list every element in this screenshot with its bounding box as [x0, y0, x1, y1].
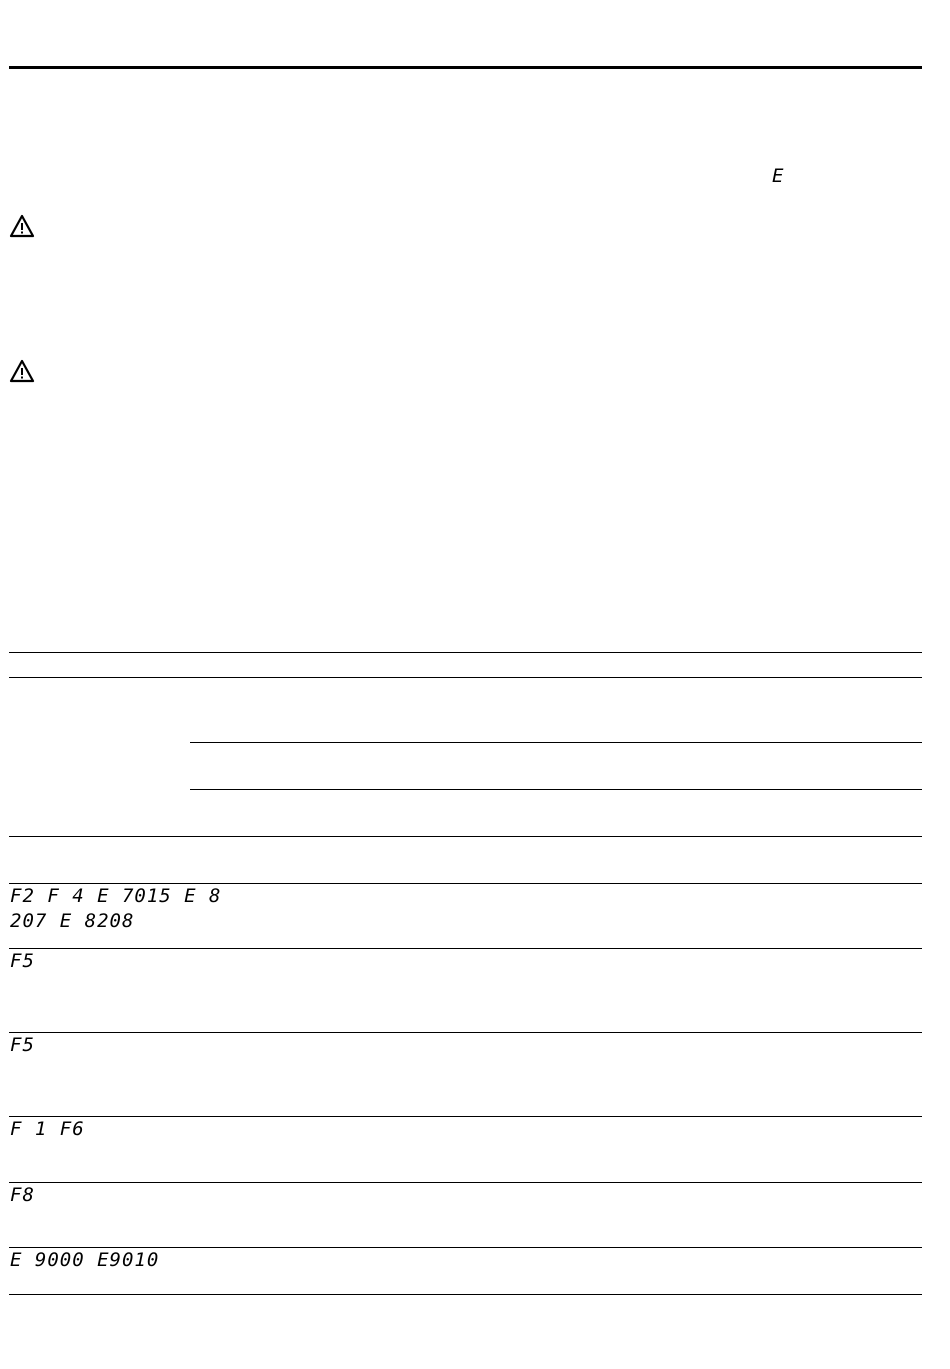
table-subrow-rule: [190, 742, 922, 743]
fault-code-cell: F5: [10, 950, 35, 972]
table-row-rule: [9, 948, 922, 949]
table-row-rule: [9, 1116, 922, 1117]
table-subrow-rule: [190, 789, 922, 790]
table-row-rule: [9, 1182, 922, 1183]
fault-code-cell: F2 F 4 E 7015 E 8 207 E 8208: [10, 885, 222, 932]
fault-code-cell: F 1 F6: [10, 1118, 85, 1140]
fault-code-cell: F5: [10, 1034, 35, 1056]
table-header-top-rule: [9, 652, 922, 653]
display-symbol: E: [772, 165, 785, 187]
table-row-rule: [9, 1032, 922, 1033]
table-header-bottom-rule: [9, 677, 922, 678]
fault-code-cell: F8: [10, 1184, 35, 1206]
table-row-rule: [9, 836, 922, 837]
table-bottom-rule: [9, 1294, 922, 1295]
fault-code-cell: E 9000 E9010: [10, 1249, 160, 1271]
